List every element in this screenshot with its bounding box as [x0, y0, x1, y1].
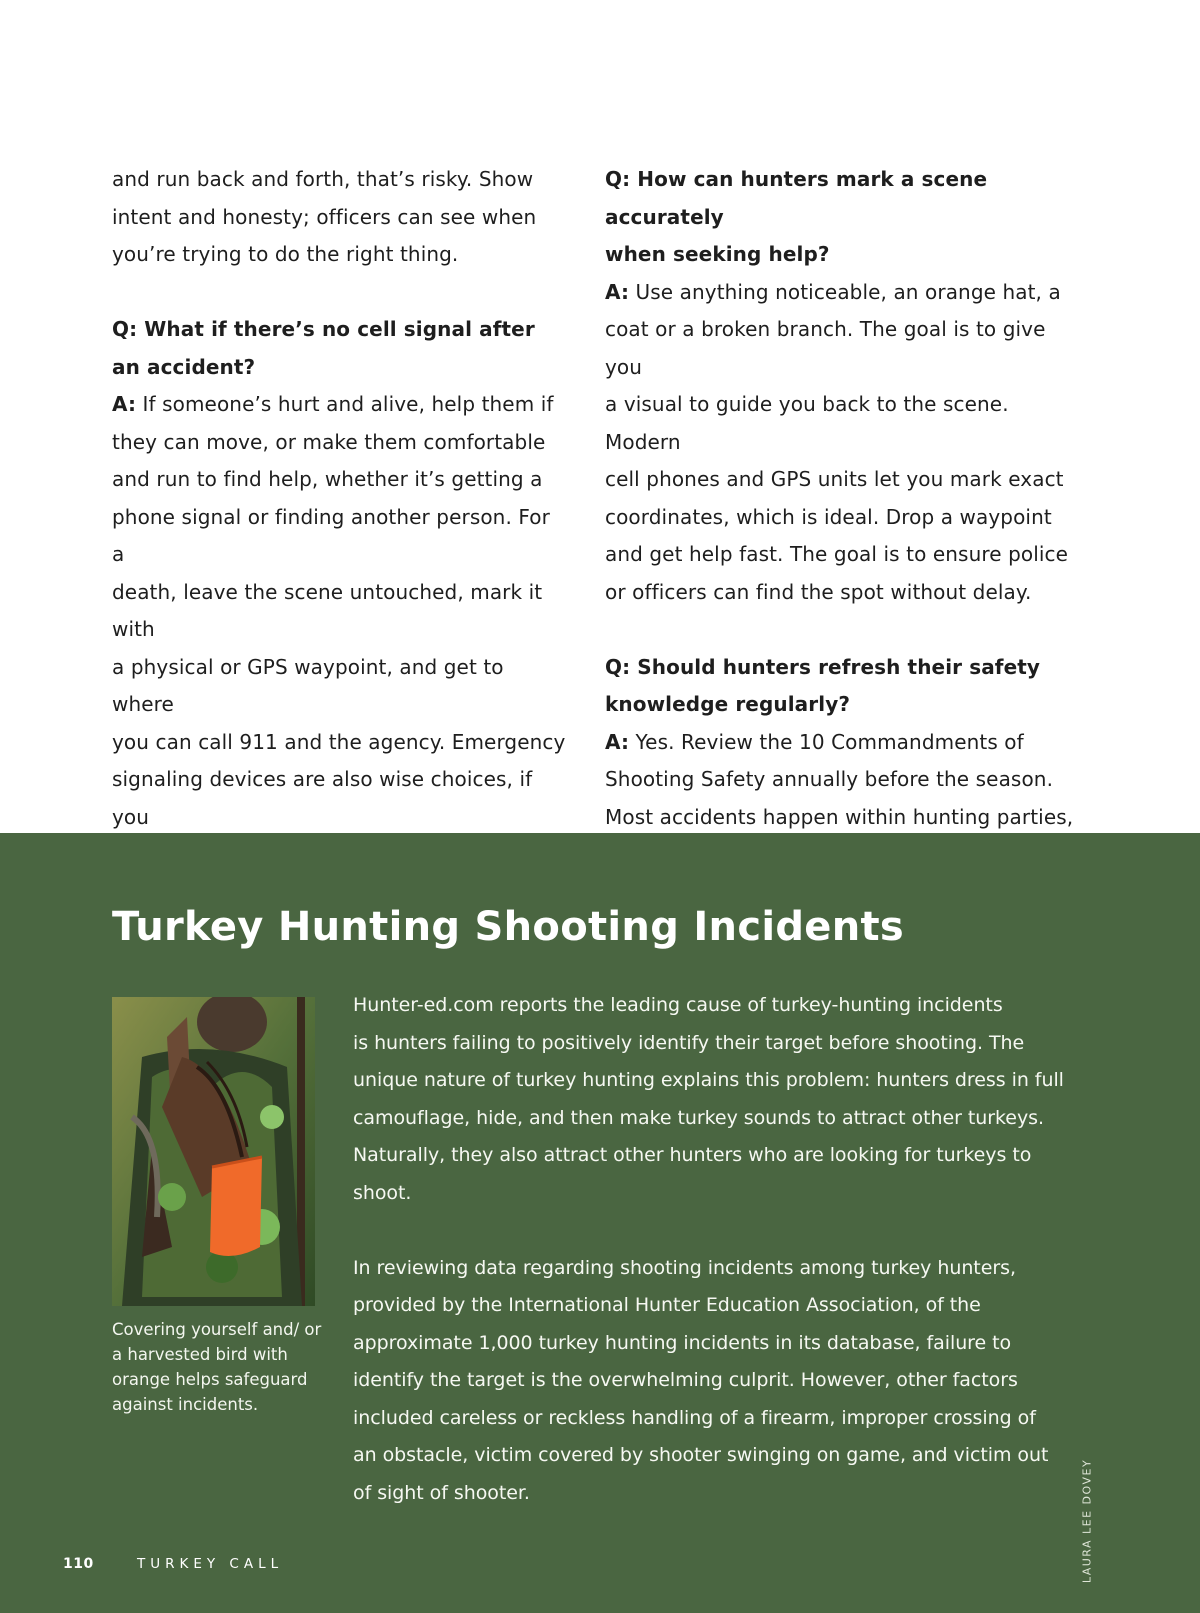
hunter-illustration	[112, 997, 315, 1306]
body-line: an obstacle, victim covered by shooter swinging on game, and victim out	[353, 1444, 1049, 1466]
answer-line	[605, 724, 1075, 762]
answer-line: Shooting Safety annually before the season.	[605, 767, 1054, 791]
question-no-cell-signal: Q: What if there’s no cell signal after	[112, 317, 535, 341]
answer-label: A:	[112, 392, 137, 416]
left-column	[112, 161, 567, 874]
answer-text: Yes. Review the 10 Commandments of	[629, 729, 1024, 754]
question-no-cell-signal: an accident?	[112, 354, 256, 379]
body-line: In reviewing data regarding shooting incidents among turkey hunters,	[353, 1256, 1016, 1279]
answer-text: If someone’s hurt and alive, help them if	[136, 392, 554, 416]
answer-label: A:	[605, 279, 630, 304]
body-line: approximate 1,000 turkey hunting incidents in its database, failure to	[353, 1331, 1012, 1354]
intro-line: intent and honesty; officers can see when	[112, 204, 537, 229]
answer-line: coordinates, which is ideal. Drop a waypoint	[605, 504, 1052, 529]
answer-text: Use anything noticeable, an orange hat, a	[629, 279, 1061, 304]
question-mark-scene: Q: How can hunters mark a scene accurately	[605, 167, 988, 229]
question-refresh-safety: Q: Should hunters refresh their safety	[605, 654, 1041, 679]
answer-line	[605, 274, 1075, 312]
answer-line: they can move, or make them comfortable	[112, 429, 546, 454]
sidebar-body	[353, 987, 1065, 1512]
photo-credit	[1076, 1458, 1098, 1583]
question-refresh-safety: knowledge regularly?	[605, 692, 851, 716]
body-line: Hunter-ed.com reports the leading cause of turkey-hunting incidents	[353, 994, 1003, 1016]
answer-line: signaling devices are also wise choices, if you	[112, 767, 533, 829]
answer-line: a visual to guide you back to the scene. Modern	[605, 392, 1009, 454]
sidebar-panel	[0, 833, 1200, 1613]
magazine-name: TURKEY CALL	[137, 1556, 284, 1572]
answer-line: or officers can find the spot without delay.	[605, 579, 1032, 604]
body-line: identify the target is the overwhelming culprit. However, other factors	[353, 1369, 1018, 1391]
answer-line: you can call 911 and the agency. Emergency	[112, 729, 566, 754]
question-mark-scene: when seeking help?	[605, 242, 830, 266]
hunter-photo	[112, 997, 315, 1306]
sidebar-title: Turkey Hunting Shooting Incidents	[112, 904, 905, 950]
answer-label: A:	[605, 729, 630, 754]
answer-line	[112, 386, 567, 424]
answer-line: and get help fast. The goal is to ensure police	[605, 542, 1069, 566]
answer-line: and run to find help, whether it’s getting a	[112, 467, 543, 491]
body-line: unique nature of turkey hunting explains this problem: hunters dress in full	[353, 1069, 1064, 1091]
body-line: camouflage, hide, and then make turkey sounds to attract other turkeys.	[353, 1106, 1044, 1129]
answer-line: Most accidents happen within hunting parties,	[605, 804, 1074, 829]
answer-line: cell phones and GPS units let you mark exact	[605, 467, 1064, 491]
answer-line: a physical or GPS waypoint, and get to where	[112, 654, 504, 716]
body-line: included careless or reckless handling of a firearm, improper crossing of	[353, 1406, 1036, 1429]
answer-line: phone signal or finding another person. For a	[112, 504, 550, 566]
photo-caption: Covering yourself and/ or a harvested bird with orange helps safeguard against incidents.	[112, 1320, 322, 1414]
page-number: 110	[63, 1556, 94, 1572]
answer-line: death, leave the scene untouched, mark it with	[112, 579, 543, 641]
photo-credit-text: LAURA LEE DOVEY	[1080, 1458, 1094, 1583]
body-line: of sight of shooter.	[353, 1481, 530, 1504]
body-line: Naturally, they also attract other hunters who are looking for turkeys to shoot.	[353, 1144, 1032, 1204]
body-line: provided by the International Hunter Education Association, of the	[353, 1294, 981, 1316]
intro-line: you’re trying to do the right thing.	[112, 242, 459, 266]
intro-line: and run back and forth, that’s risky. Show	[112, 167, 534, 191]
answer-line: coat or a broken branch. The goal is to give you	[605, 317, 1046, 379]
right-column	[605, 161, 1075, 874]
body-line: is hunters failing to positively identify their target before shooting. The	[353, 1031, 1025, 1054]
